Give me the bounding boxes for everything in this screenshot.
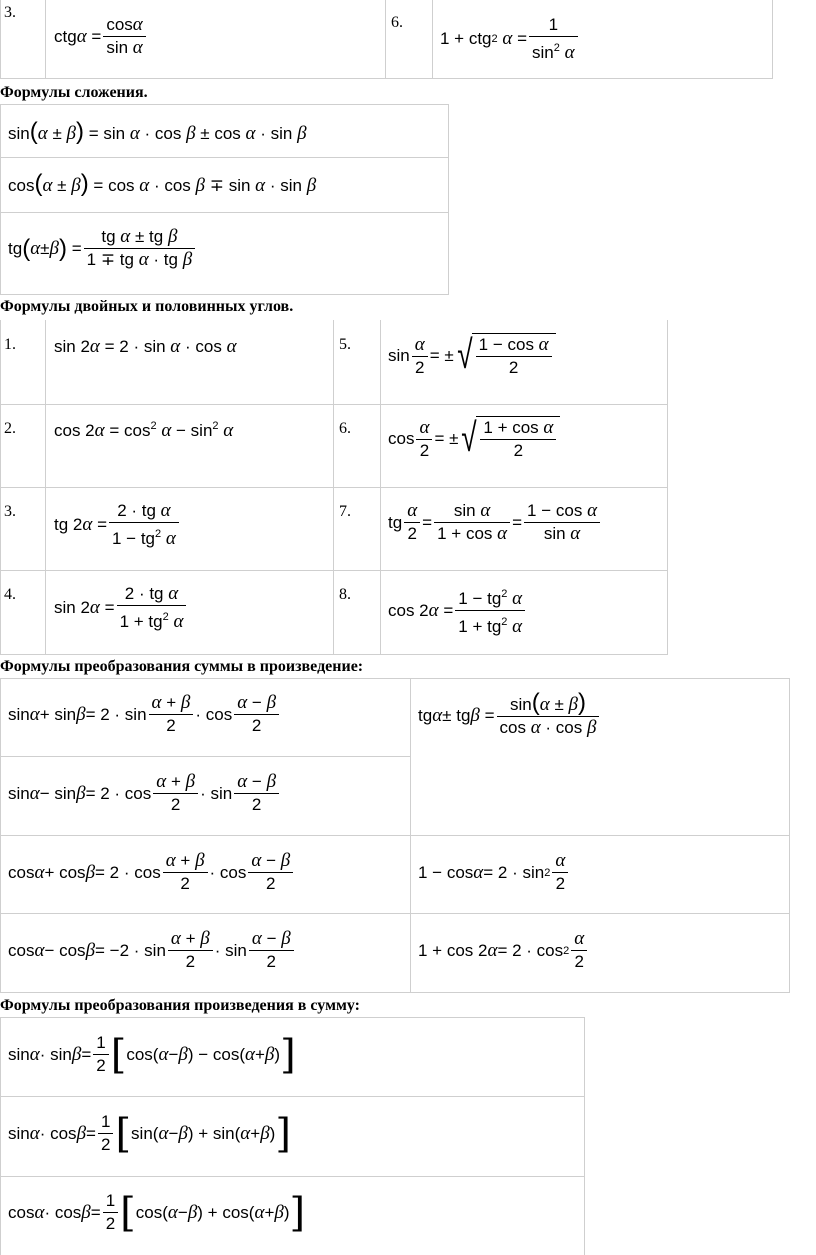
- formula-cos-half: cos $\frac{\alpha}{2}$ = ± √ $\frac{\text{1 + cos α}}{2}$: [388, 416, 560, 462]
- ctg-label: ctg: [54, 26, 77, 46]
- section-heading-double-half: Формулы двойных и половинных углов.: [0, 298, 294, 315]
- formula-ctg-identity: 1 + ctg 2 α = $\frac{1}{\sin^2 \alpha}$: [440, 14, 580, 64]
- row-number: 2.: [4, 420, 16, 437]
- formula-tg-half: tg $\frac{\alpha}{2}$ = $\frac{\text{sin α}}{\text{1 + cos α}}$ = $\frac{\text{1 − cos α}}{\text{sin α}}$: [388, 500, 602, 545]
- formula-sin-minus-sin: sin α − sin β = 2 · cos $\frac{\alpha + \beta}{2}$ · sin $\frac{\alpha - \beta}{2}$: [8, 771, 281, 816]
- formula-cos-sum: cos(α ± β) = cos α · cos β ∓ sin α · sin β: [8, 170, 317, 197]
- section-heading-sum-to-product: Формулы преобразования суммы в произведение:: [0, 658, 364, 675]
- formula-one-minus-cos: 1 − cos α = 2 · sin 2 $\frac{\alpha}{2}$: [418, 850, 570, 895]
- formula-sin-times-sin: sin α · sin β = $\frac{1}{2}$ [ cos( α − β ) − cos( α + β ) ]: [8, 1031, 296, 1078]
- row-number: 8.: [339, 586, 351, 603]
- row-number: 4.: [4, 586, 16, 603]
- section-heading-addition: Формулы сложения.: [0, 84, 148, 101]
- row-number: 3.: [4, 503, 16, 520]
- formula-sin-half: sin $\frac{\alpha}{2}$ = ± √ $\frac{\text{1 − cos α}}{2}$: [388, 333, 556, 379]
- formula-cos-minus-cos: cos α − cos β = −2 · sin $\frac{\alpha + \beta}{2}$ · sin $\frac{\alpha - \beta}{2}$: [8, 928, 296, 973]
- formula-cos-double-via-tg: cos 2 α = $\frac{1 - tg^2 \alpha}{1 + tg^2 \alpha}$: [388, 583, 527, 638]
- formula-sin-times-cos: sin α · cos β = $\frac{1}{2}$ [ sin( α − β ) + sin( α + β ) ]: [8, 1110, 291, 1157]
- formula-cos-plus-cos: cos α + cos β = 2 · cos $\frac{\alpha + \beta}{2}$ · cos $\frac{\alpha - \beta}{2}$: [8, 850, 295, 895]
- formula-tg-sum: tg ( α ± β ) = $\frac{\text{tg α ± tg β}}{\text{1 ∓ tg α · tg β}}$: [8, 226, 197, 271]
- formula-sin-double-via-tg: sin 2 α = $\frac{\text{2 · tg α}}{1 + tg^2 \alpha}$: [54, 583, 188, 633]
- section-heading-product-to-sum: Формулы преобразования произведения в сумму:: [0, 997, 360, 1014]
- formula-cos-double: $\cos 2\alpha = \cos^2 \alpha - \sin^2 \alpha$: [54, 420, 234, 441]
- row-number: 7.: [339, 503, 351, 520]
- row-number: 1.: [4, 336, 16, 353]
- formula-ctg-definition: ctg α = $\frac{\cos\alpha}{\text{sin α}}$: [54, 14, 148, 59]
- row-number: 6.: [391, 14, 403, 31]
- row-number: 3.: [4, 4, 16, 21]
- formula-sin-sum: sin(α ± β) = sin α · cos β ± cos α · sin β: [8, 118, 307, 145]
- formula-cos-times-cos: cos α · cos β = $\frac{1}{2}$ [ cos( α − β ) + cos( α + β ) ]: [8, 1189, 306, 1236]
- formula-tg-double: tg 2 α = $\frac{\text{2 · tg α}}{1 - tg^2 \alpha}$: [54, 500, 181, 550]
- formula-one-plus-cos-double: 1 + cos 2 α = 2 · cos 2 $\frac{\alpha}{2}$: [418, 928, 589, 973]
- formula-tg-plus-tg: tg α ± tg β = $\frac{\sin(\alpha \pm \beta)}{\text{cos α · cos β}}$: [418, 692, 601, 739]
- row-number: 6.: [339, 420, 351, 437]
- row-number: 5.: [339, 336, 351, 353]
- formula-sin-plus-sin: sin α + sin β = 2 · sin $\frac{\alpha + \beta}{2}$ · cos $\frac{\alpha - \beta}{2}$: [8, 692, 281, 737]
- formula-sin-double: sin 2α = 2 · sin α · cos α: [54, 336, 237, 357]
